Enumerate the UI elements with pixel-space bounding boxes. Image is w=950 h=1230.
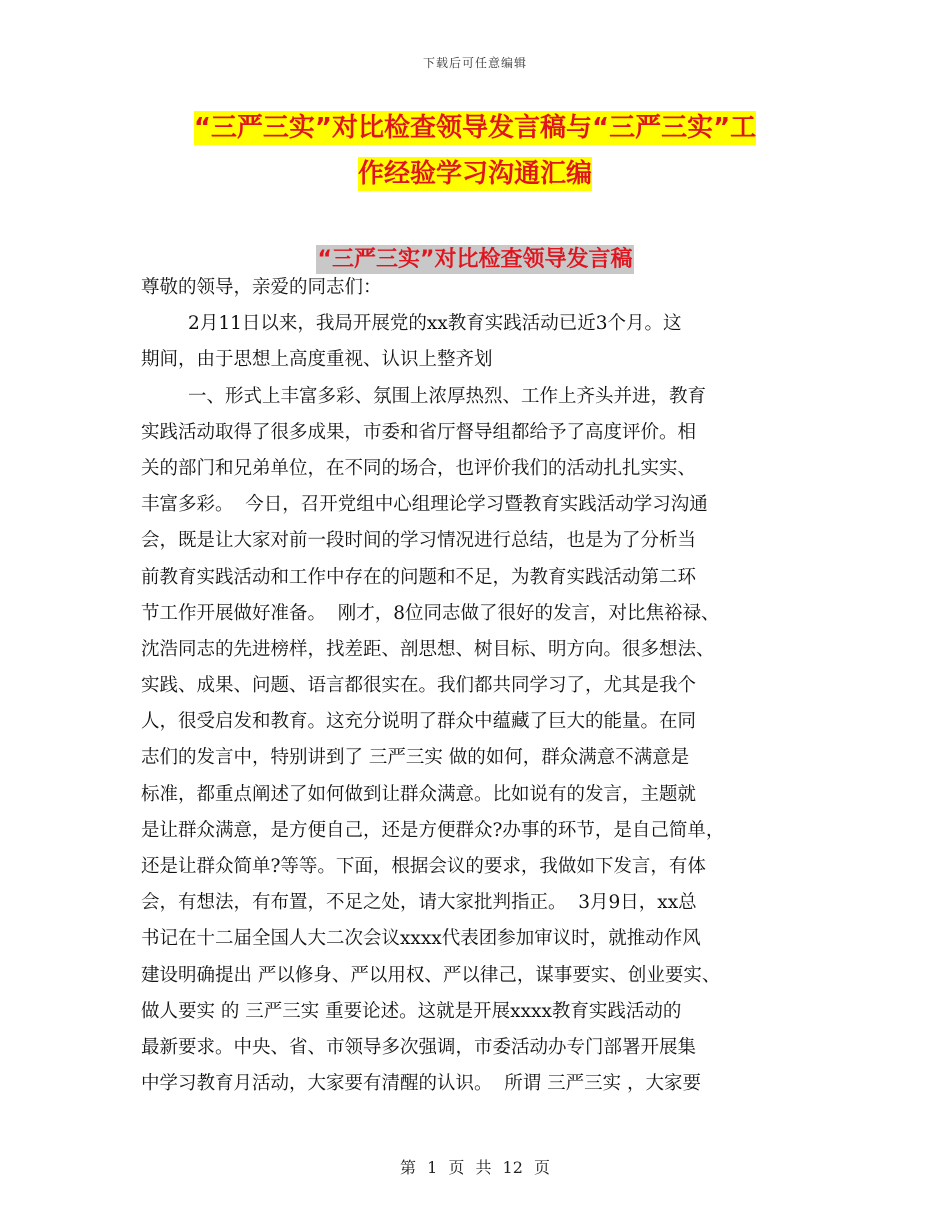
body-line: 会，既是让大家对前一段时间的学习情况进行总结，也是为了分析当 xyxy=(141,530,697,552)
page-header: 下载后可任意编辑 xyxy=(422,56,527,70)
body-line: 是让群众满意，是方便自己，还是方便群众?办事的环节，是自己简单， xyxy=(141,819,725,841)
body-line: 标准，都重点阐述了如何做到让群众满意。比如说有的发言，主题就 xyxy=(141,783,697,805)
body-line: 丰富多彩。 今日，召开党组中心组理论学习暨教育实践活动学习沟通 xyxy=(141,494,708,516)
body-line: 还是让群众简单?等等。下面，根据会议的要求，我做如下发言，有体 xyxy=(141,856,706,877)
section-title-highlight: “三严三实”对比检查领导发言稿 xyxy=(317,247,633,272)
body-line: 最新要求。中央、省、市领导多次强调，市委活动办专门部署开展集 xyxy=(141,1036,697,1058)
title-highlight-2: 作经验学习沟通汇编 xyxy=(357,159,592,189)
body-line: 建设明确提出 严以修身、严以用权、严以律己，谋事要实、创业要实、 xyxy=(141,964,721,986)
page-footer: 第 1 页 共 12 页 xyxy=(400,1158,550,1177)
body-line: 2月11日以来，我局开展党的xx教育实践活动已近3个月。这 xyxy=(141,313,682,335)
body-line: 尊敬的领导，亲爱的同志们： xyxy=(141,277,382,298)
body-line: 会，有想法，有布置，不足之处，请大家批判指正。 3月9日，xx总 xyxy=(141,892,697,914)
body-line: 节工作开展做好准备。 刚才，8位同志做了很好的发言，对比焦裕禄、 xyxy=(141,602,720,624)
body-line: 实践、成果、问题、语言都很实在。我们都共同学习了，尤其是我个 xyxy=(141,675,697,697)
body-line: 做人要实 的 三严三实 重要论述。这就是开展xxxx教育实践活动的 xyxy=(141,1000,682,1022)
body-line: 沈浩同志的先进榜样，找差距、剖思想、树目标、明方向。很多想法、 xyxy=(141,638,715,660)
body-line: 期间，由于思想上高度重视、认识上整齐划 xyxy=(141,349,493,371)
body-line: 人，很受启发和教育。这充分说明了群众中蕴藏了巨大的能量。在同 xyxy=(141,711,697,733)
body-line: 关的部门和兄弟单位，在不同的场合，也评价我们的活动扎扎实实、 xyxy=(141,457,697,479)
body-line: 前教育实践活动和工作中存在的问题和不足，为教育实践活动第二环 xyxy=(141,566,697,588)
body-line: 实践活动取得了很多成果，市委和省厅督导组都给予了高度评价。相 xyxy=(141,421,697,443)
body-line: 一、形式上丰富多彩、氛围上浓厚热烈、工作上齐头并进，教育 xyxy=(141,385,707,407)
title-highlight-1: “三严三实”对比检查领导发言稿与“三严三实”工 xyxy=(193,113,757,143)
body-line: 书记在十二届全国人大二次会议xxxx代表团参加审议时，就推动作风 xyxy=(141,928,701,950)
body-line: 中学习教育月活动，大家要有清醒的认识。 所谓 三严三实 ，大家要 xyxy=(141,1073,702,1095)
body-line: 志们的发言中，特别讲到了 三严三实 做的如何，群众满意不满意是 xyxy=(141,747,690,769)
document-title-line-2 xyxy=(0,158,950,190)
document-title-line-1 xyxy=(0,112,950,144)
body-text xyxy=(141,270,831,1102)
